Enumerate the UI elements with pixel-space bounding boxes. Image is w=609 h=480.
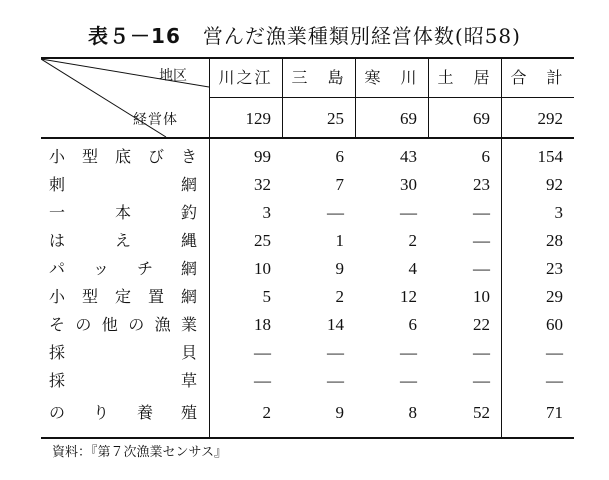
value-cell: 3 <box>262 203 271 222</box>
header-divider <box>209 97 574 98</box>
total-cell: 129 <box>245 109 271 128</box>
value-cell: 9 <box>335 403 344 422</box>
corner-label-district: 地区 <box>159 68 187 84</box>
value-cell: — <box>254 371 271 390</box>
table-row <box>41 315 574 337</box>
row-label: 小型定置網 <box>49 287 197 306</box>
table-row <box>41 371 574 393</box>
table-row <box>41 287 574 309</box>
value-cell: — <box>327 203 344 222</box>
table-row <box>41 147 574 169</box>
value-cell: — <box>254 343 271 362</box>
table-row <box>41 403 574 425</box>
column-header-doi: 土 居 <box>437 68 492 87</box>
value-cell: 154 <box>537 147 563 166</box>
value-cell: — <box>473 259 490 278</box>
value-cell: 4 <box>408 259 417 278</box>
value-cell: 18 <box>254 315 271 334</box>
value-cell: 6 <box>408 315 417 334</box>
source-note: 資料：『第７次漁業センサス』 <box>52 445 227 460</box>
row-label: 小型底びき <box>49 147 197 166</box>
value-cell: 14 <box>327 315 344 334</box>
value-cell: 5 <box>262 287 271 306</box>
table-title <box>0 20 609 49</box>
value-cell: 3 <box>554 203 563 222</box>
row-label: 採貝 <box>49 343 197 362</box>
row-label: その他の漁業 <box>49 315 197 334</box>
value-cell: 22 <box>473 315 490 334</box>
column-header-total: 合 計 <box>510 68 565 87</box>
total-cell: 69 <box>400 109 417 128</box>
value-cell: 52 <box>473 403 490 422</box>
row-label: のり養殖 <box>49 403 197 422</box>
table-caption: 営んだ漁業種類別経営体数(昭58) <box>202 24 521 48</box>
value-cell: — <box>327 343 344 362</box>
value-cell: 1 <box>335 231 344 250</box>
value-cell: 6 <box>335 147 344 166</box>
row-label: 一本釣 <box>49 203 197 222</box>
value-cell: — <box>473 231 490 250</box>
value-cell: 2 <box>408 231 417 250</box>
value-cell: 2 <box>262 403 271 422</box>
value-cell: — <box>400 343 417 362</box>
value-cell: — <box>546 371 563 390</box>
value-cell: 32 <box>254 175 271 194</box>
value-cell: 9 <box>335 259 344 278</box>
value-cell: 23 <box>546 259 563 278</box>
total-cell: 25 <box>327 109 344 128</box>
row-label: パッチ網 <box>49 259 197 278</box>
row-label: 刺網 <box>49 175 197 194</box>
corner-label-enterprises: 経営体 <box>133 112 178 128</box>
value-cell: 29 <box>546 287 563 306</box>
value-cell: 25 <box>254 231 271 250</box>
value-cell: — <box>400 203 417 222</box>
row-label: 採草 <box>49 371 197 390</box>
value-cell: 10 <box>254 259 271 278</box>
value-cell: — <box>400 371 417 390</box>
value-cell: — <box>546 343 563 362</box>
value-cell: 10 <box>473 287 490 306</box>
value-cell: — <box>473 203 490 222</box>
value-cell: 71 <box>546 403 563 422</box>
value-cell: 23 <box>473 175 490 194</box>
value-cell: 8 <box>408 403 417 422</box>
total-cell: 292 <box>537 109 563 128</box>
column-header-samukawa: 寒 川 <box>364 68 419 87</box>
value-cell: 92 <box>546 175 563 194</box>
table-row <box>41 203 574 225</box>
value-cell: 28 <box>546 231 563 250</box>
column-header-kawanoe: 川之江 <box>218 68 273 87</box>
table-row <box>41 259 574 281</box>
value-cell: — <box>327 371 344 390</box>
value-cell: 2 <box>335 287 344 306</box>
table-number: 表５－16 <box>88 24 181 48</box>
value-cell: 60 <box>546 315 563 334</box>
value-cell: 30 <box>400 175 417 194</box>
table-row <box>41 175 574 197</box>
header-bottom-rule <box>41 137 574 139</box>
table-row <box>41 231 574 253</box>
statistics-table <box>41 57 574 439</box>
value-cell: 43 <box>400 147 417 166</box>
total-cell: 69 <box>473 109 490 128</box>
value-cell: — <box>473 371 490 390</box>
value-cell: 6 <box>481 147 490 166</box>
value-cell: — <box>473 343 490 362</box>
column-header-mishima: 三 島 <box>291 68 346 87</box>
row-label: はえ縄 <box>49 231 197 250</box>
value-cell: 99 <box>254 147 271 166</box>
value-cell: 7 <box>335 175 344 194</box>
value-cell: 12 <box>400 287 417 306</box>
table-row <box>41 343 574 365</box>
